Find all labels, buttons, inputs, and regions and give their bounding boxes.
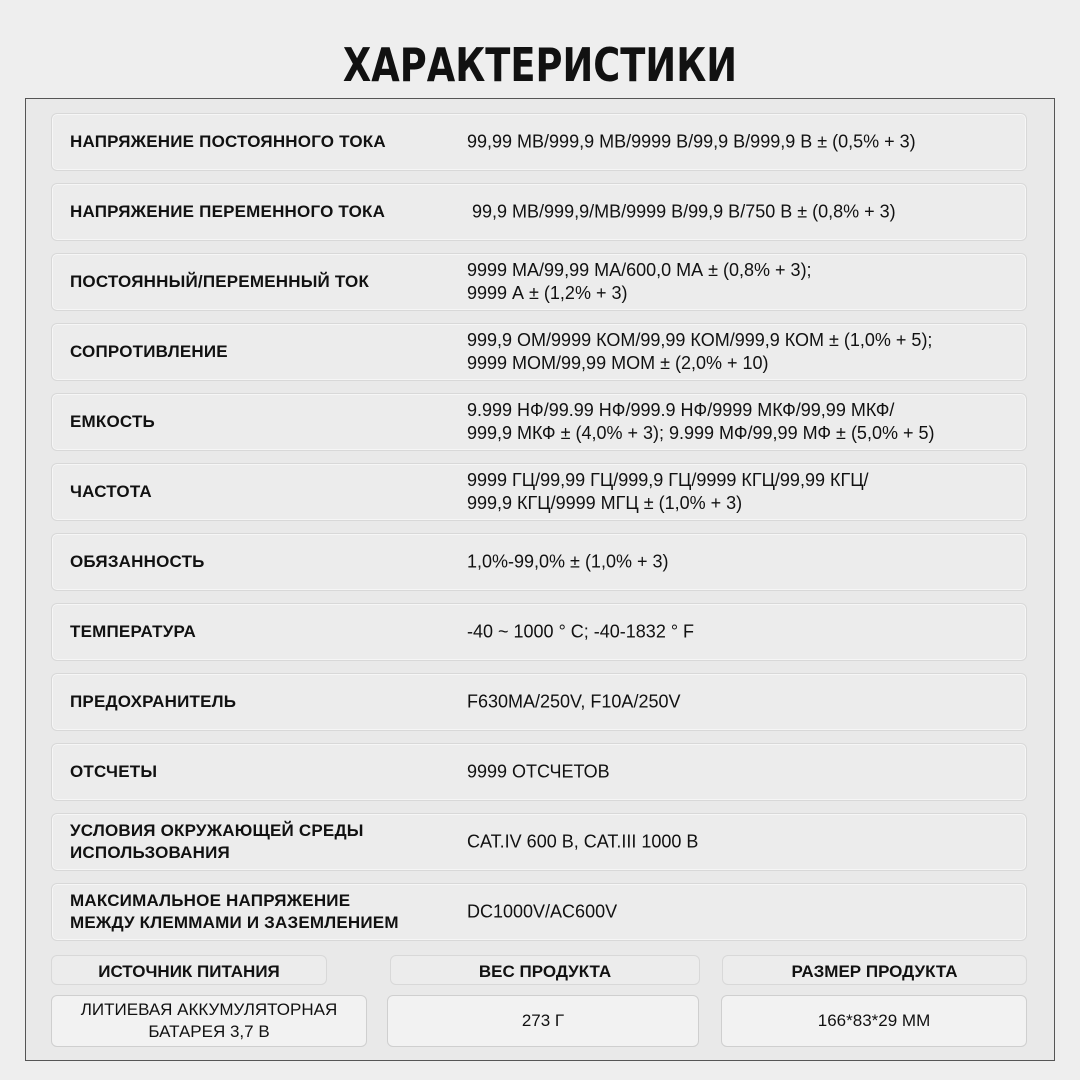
spec-value: DC1000V/AC600V: [467, 901, 618, 922]
page-title: ХАРАКТЕРИСТИКИ: [342, 38, 738, 92]
spec-row: [51, 673, 1027, 731]
spec-value: 9999 ОТСЧЕТОВ: [467, 761, 610, 782]
spec-row: [51, 463, 1027, 521]
spec-label: ЕМКОСТЬ: [70, 412, 155, 431]
spec-label: ТЕМПЕРАТУРА: [70, 622, 196, 641]
spec-value: 1,0%-99,0% ± (1,0% + 3): [467, 551, 669, 572]
spec-value: 9999 ГЦ/99,99 ГЦ/999,9 ГЦ/9999 КГЦ/99,99 КГЦ/ 999,9 КГЦ/9999 МГЦ ± (1,0% + 3): [467, 470, 869, 513]
spec-label: ОТСЧЕТЫ: [70, 762, 158, 781]
weight-value: 273 Г: [521, 1011, 565, 1030]
spec-label: ОБЯЗАННОСТЬ: [70, 552, 205, 571]
header-weight-label: ВЕС ПРОДУКТА: [478, 962, 612, 981]
power-source-value: ЛИТИЕВАЯ АККУМУЛЯТОРНАЯ БАТАРЕЯ 3,7 В: [80, 1000, 338, 1041]
spec-row: [51, 743, 1027, 801]
spec-row: [51, 253, 1027, 311]
spec-value: 9.999 НФ/99.99 НФ/999.9 НФ/9999 МКФ/99,99 МКФ/ 999,9 МКФ ± (4,0% + 3); 9.999 МФ/99,99 МФ ± (5,0% + 5): [467, 400, 935, 443]
spec-row: [51, 603, 1027, 661]
spec-value: 99,99 МВ/999,9 МВ/9999 В/99,9 В/999,9 В ± (0,5% + 3): [467, 131, 916, 152]
spec-label: НАПРЯЖЕНИЕ ПЕРЕМЕННОГО ТОКА: [70, 202, 386, 221]
header-power-source: [51, 955, 327, 985]
spec-value: -40 ~ 1000 ° C; -40-1832 ° F: [467, 621, 695, 642]
spec-value: CAT.IV 600 В, CAT.III 1000 В: [467, 831, 699, 852]
spec-label: МАКСИМАЛЬНОЕ НАПРЯЖЕНИЕ МЕЖДУ КЛЕММАМИ И ЗАЗЕМЛЕНИЕМ: [70, 891, 399, 932]
spec-row: [51, 393, 1027, 451]
spec-label: ПОСТОЯННЫЙ/ПЕРЕМЕННЫЙ ТОК: [70, 272, 370, 291]
weight-cell: [387, 995, 699, 1047]
spec-value: 9999 МА/99,99 МА/600,0 МА ± (0,8% + 3); 9999 А ± (1,2% + 3): [467, 260, 812, 303]
size-value: 166*83*29 ММ: [817, 1011, 931, 1030]
header-power-source-label: ИСТОЧНИК ПИТАНИЯ: [98, 962, 280, 981]
spec-row: [51, 533, 1027, 591]
spec-row: [51, 883, 1027, 941]
spec-label: ЧАСТОТА: [70, 482, 152, 501]
size-cell: [721, 995, 1027, 1047]
header-size-label: РАЗМЕР ПРОДУКТА: [791, 962, 958, 981]
power-source-cell: [51, 995, 367, 1047]
header-weight: [390, 955, 700, 985]
spec-row: [51, 813, 1027, 871]
spec-label: НАПРЯЖЕНИЕ ПОСТОЯННОГО ТОКА: [70, 132, 386, 151]
header-size: [722, 955, 1027, 985]
spec-label: СОПРОТИВЛЕНИЕ: [70, 342, 228, 361]
spec-value: 999,9 ОМ/9999 КОМ/99,99 КОМ/999,9 КОМ ± (1,0% + 5); 9999 МОМ/99,99 МОМ ± (2,0% + 10): [467, 330, 933, 373]
spec-label: ПРЕДОХРАНИТЕЛЬ: [70, 692, 237, 711]
spec-value: F630MA/250V, F10A/250V: [467, 691, 681, 712]
spec-row: [51, 113, 1027, 171]
spec-row: [51, 183, 1027, 241]
spec-row: [51, 323, 1027, 381]
spec-label: УСЛОВИЯ ОКРУЖАЮЩЕЙ СРЕДЫ ИСПОЛЬЗОВАНИЯ: [70, 821, 364, 862]
spec-value: 99,9 МВ/999,9/МВ/9999 В/99,9 В/750 В ± (0,8% + 3): [467, 201, 896, 222]
